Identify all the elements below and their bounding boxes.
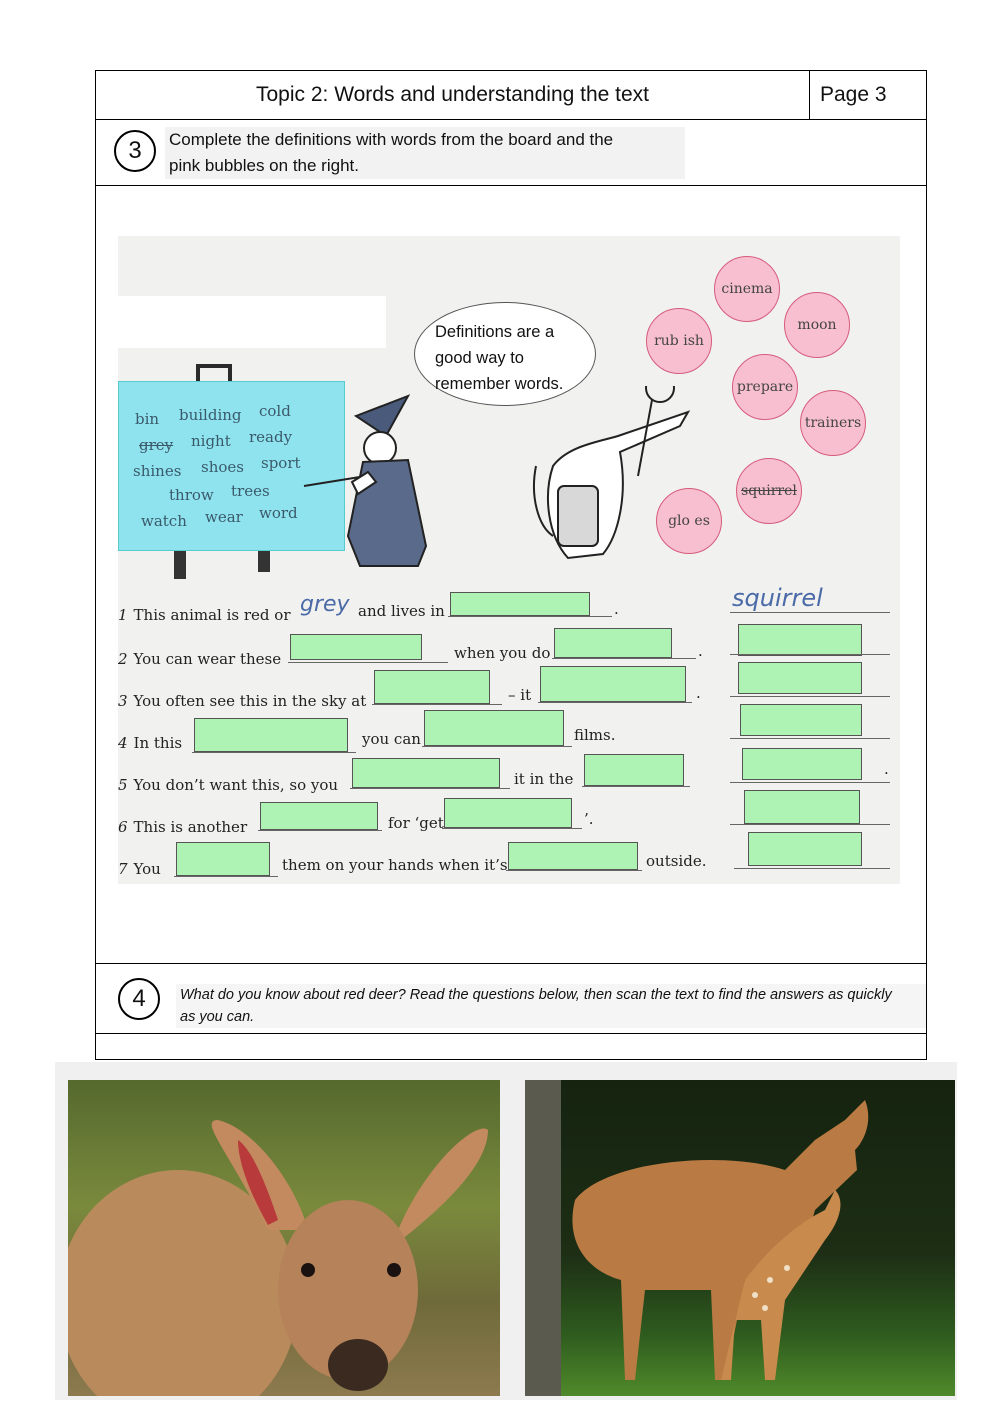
answer-line — [582, 786, 690, 787]
answer-line — [730, 824, 890, 825]
instruction-line: What do you know about red deer? Read the questions below, then scan the text to find the answers as quickly — [180, 987, 892, 1003]
answer-gap[interactable] — [584, 754, 684, 786]
answer-line — [192, 752, 356, 753]
page-title: Topic 2: Words and understanding the text — [255, 83, 650, 106]
answer-gap[interactable] — [352, 758, 500, 788]
speech-text: Definitions are a — [435, 323, 555, 341]
answer-gap[interactable] — [740, 704, 862, 736]
speech-bubble — [414, 302, 596, 406]
sentence-3 — [118, 692, 366, 710]
blank-patch — [118, 296, 386, 348]
sentence-text: In this — [133, 734, 183, 752]
answer-line — [730, 612, 890, 613]
sentence-text: This is another — [133, 818, 248, 836]
board-word: building — [179, 406, 242, 424]
task-4-instruction — [176, 984, 926, 1028]
sentence-text: when you do — [454, 644, 551, 662]
instruction-line: as you can. — [180, 1009, 255, 1025]
answer-gap[interactable] — [450, 592, 590, 616]
sentence-text: You — [133, 860, 161, 878]
sentence-text: and lives in — [358, 602, 445, 620]
deer-head-picture — [68, 1080, 500, 1396]
sentence-number: 5 — [118, 776, 128, 794]
speech-text: good way to — [435, 349, 524, 367]
exercise-panel — [118, 236, 900, 884]
deer-photo-1 — [68, 1080, 500, 1396]
task-3-instruction — [165, 127, 685, 179]
sentence-number: 3 — [118, 692, 128, 710]
divider — [96, 1033, 926, 1034]
sentence-text: for ‘get — [388, 814, 444, 832]
doe-and-fawn-picture — [525, 1080, 955, 1396]
board-word: trees — [231, 482, 270, 500]
board-word: grey — [139, 436, 174, 454]
answer-gap[interactable] — [508, 842, 638, 870]
instruction-line: pink bubbles on the right. — [169, 156, 359, 175]
sentence-text: outside. — [646, 852, 707, 870]
sentence-6 — [118, 818, 247, 836]
board-word: ready — [249, 428, 293, 446]
sentence-5 — [118, 776, 338, 794]
pink-bubble-prepare: prepare — [732, 354, 798, 420]
answer-gap[interactable] — [748, 832, 862, 866]
sentence-number: 6 — [118, 818, 128, 836]
pink-bubble-trainers: trainers — [800, 390, 866, 456]
sentence-7 — [118, 860, 161, 878]
sentence-text: . — [696, 684, 701, 702]
answer-line — [538, 702, 692, 703]
sentence-text: . — [884, 760, 889, 778]
sentence-text: them on your hands when it’s — [282, 856, 508, 874]
sentence-text: films. — [574, 726, 616, 744]
answer-gap[interactable] — [194, 718, 348, 752]
board-word: bin — [135, 410, 160, 428]
board-word: night — [191, 432, 231, 450]
deer-photo-2 — [525, 1080, 955, 1396]
wizard-drawing — [348, 396, 426, 566]
sentence-text: ’. — [584, 810, 594, 828]
sentence-text: you can — [362, 730, 421, 748]
answer-gap[interactable] — [554, 628, 672, 658]
answer-line — [258, 830, 382, 831]
board-word: wear — [205, 508, 243, 526]
answer-line — [552, 658, 696, 659]
page-number: Page 3 — [809, 71, 926, 119]
answer-line — [730, 654, 890, 655]
sentence-text: – it — [508, 686, 532, 704]
sentence-text: it in the — [514, 770, 574, 788]
answer-line — [448, 616, 612, 617]
answer-line — [174, 876, 278, 877]
sentence-text: . — [698, 642, 703, 660]
answer-line — [350, 788, 510, 789]
answer-gap[interactable] — [444, 798, 572, 828]
board-word: sport — [261, 454, 301, 472]
divider — [96, 185, 926, 186]
sentence-text: You can wear these — [133, 650, 282, 668]
answer-gap[interactable] — [742, 748, 862, 780]
sentence-number: 1 — [118, 606, 128, 624]
divider — [96, 119, 926, 120]
answer-gap[interactable] — [176, 842, 270, 876]
sentence-text: You often see this in the sky at — [133, 692, 367, 710]
pink-bubble-cinema: cinema — [714, 256, 780, 322]
sentence-text: . — [614, 600, 619, 618]
pink-bubble-rubbish: rub ish — [646, 308, 712, 374]
answer-gap[interactable] — [290, 634, 422, 660]
board-word: watch — [141, 512, 187, 530]
sentence-number: 2 — [118, 650, 128, 668]
instruction-line: Complete the definitions with words from the board and the — [169, 130, 614, 149]
answer-gap[interactable] — [744, 790, 860, 824]
board-word: shoes — [201, 458, 244, 476]
example-answer-grey: grey — [300, 592, 350, 617]
answer-gap[interactable] — [424, 710, 564, 746]
sentence-text: You don’t want this, so you — [133, 776, 339, 794]
pink-bubble-gloves: glo es — [656, 488, 722, 554]
answer-line — [372, 704, 502, 705]
sentence-number: 4 — [118, 734, 128, 752]
board-word: shines — [133, 462, 182, 480]
answer-gap[interactable] — [540, 666, 686, 702]
pink-bubble-moon: moon — [784, 292, 850, 358]
answer-gap[interactable] — [260, 802, 378, 830]
speech-text: remember words. — [435, 375, 564, 393]
answer-line — [422, 746, 572, 747]
answer-gap[interactable] — [738, 662, 862, 694]
answer-line — [506, 870, 642, 871]
sentence-2 — [118, 650, 281, 668]
answer-gap[interactable] — [374, 670, 490, 704]
sentence-1 — [118, 606, 291, 624]
answer-line — [288, 662, 448, 663]
answer-line — [730, 738, 890, 739]
answer-gap[interactable] — [738, 624, 862, 656]
answer-line — [730, 696, 890, 697]
board-word: cold — [259, 402, 291, 420]
answer-line — [442, 828, 582, 829]
board-word: word — [259, 504, 298, 522]
pink-bubble-squirrel: squirrel — [736, 458, 802, 524]
sentence-4 — [118, 734, 182, 752]
divider — [96, 963, 926, 964]
sentence-number: 7 — [118, 860, 128, 878]
example-answer-squirrel: squirrel — [732, 584, 823, 612]
task-4-number: 4 — [118, 978, 160, 1020]
answer-line — [730, 782, 890, 783]
board-word: throw — [169, 486, 214, 504]
task-3-number: 3 — [114, 130, 156, 172]
sentence-text: This animal is red or — [133, 606, 291, 624]
answer-line — [734, 868, 890, 869]
